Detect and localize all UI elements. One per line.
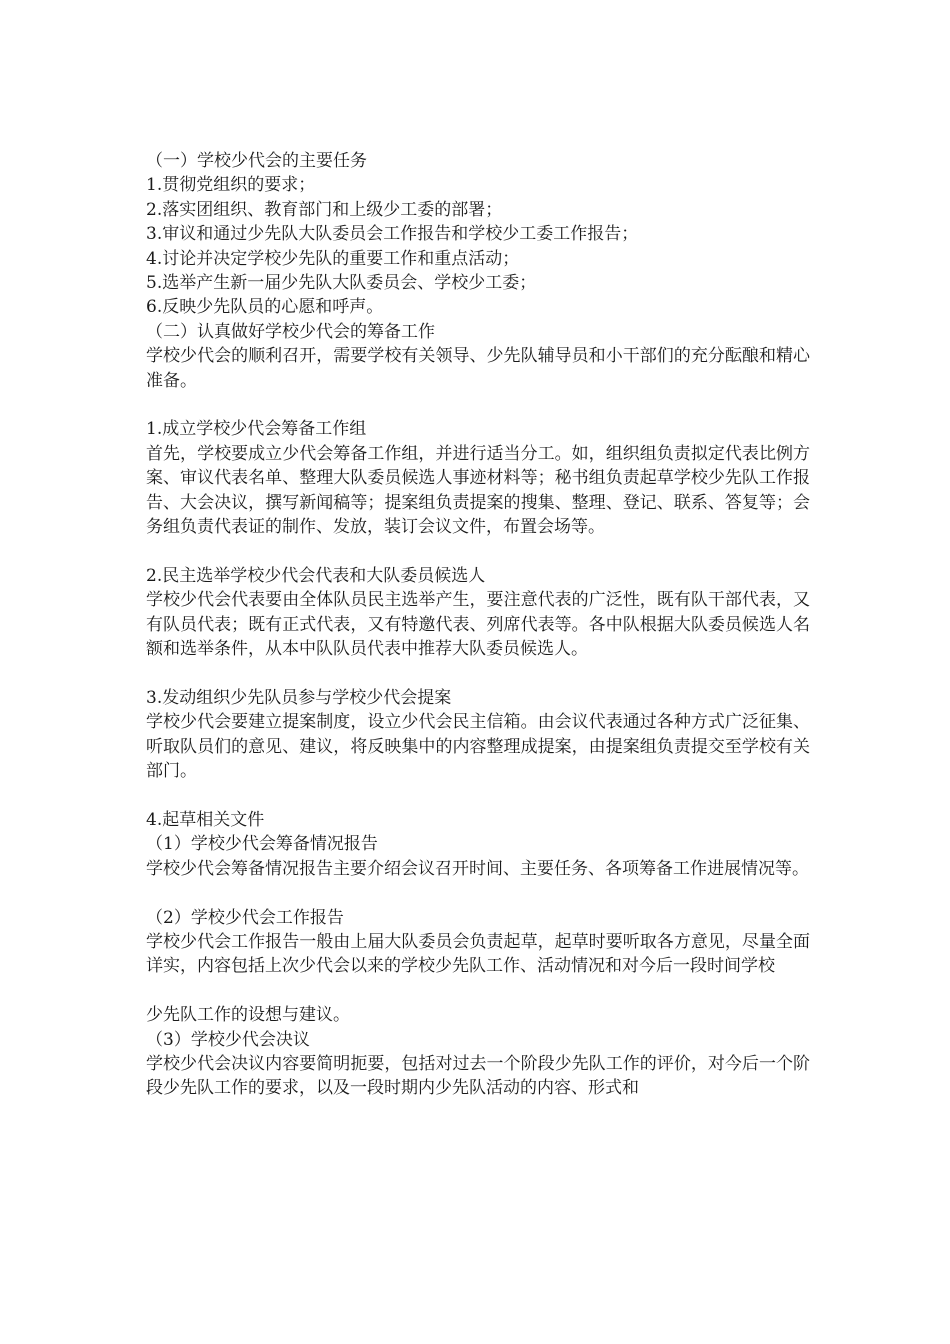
subsection-body-1: 首先，学校要成立少代会筹备工作组，并进行适当分工。如，组织组负责拟定代表比例方案、审议代表名单、整理大队委员候选人事迹材料等；秘书组负责起草学校少先队工作报告、大会决议，撰写新闻稿等；提案组负责提案的搜集、整理、登记、联系、答复等；会务组负责代表证的制作、发放，装订会议文件，布置会场等。: [146, 443, 810, 538]
subsection-title-3: 3.发动组织少先队员参与学校少代会提案: [146, 687, 452, 708]
task-item-2: 2.落实团组织、教育部门和上级少工委的部署；: [146, 199, 503, 220]
spacer: [146, 979, 810, 1003]
item-title-4-2: （2）学校少代会工作报告: [146, 907, 344, 928]
spacer: [146, 393, 810, 417]
item-title-4-3: （3）学校少代会决议: [146, 1029, 310, 1050]
task-item-1: 1.贯彻党组织的要求；: [146, 175, 316, 196]
subsection-title-4: 4.起草相关文件: [146, 809, 265, 830]
subsection-body-2: 学校少代会代表要由全体队员民主选举产生，要注意代表的广泛性，既有队干部代表，又有队员代表；既有正式代表，又有特邀代表、列席代表等。各中队根据大队委员候选人名额和选举条件，从本中队队员代表中推荐大队委员候选人。: [146, 590, 810, 660]
spacer: [146, 784, 810, 808]
spacer: [146, 881, 810, 905]
intro-paragraph: 学校少代会的顺利召开，需要学校有关领导、少先队辅导员和小干部们的充分酝酿和精心准备。: [146, 346, 810, 391]
task-item-5: 5.选举产生新一届少先队大队委员会、学校少工委；: [146, 273, 537, 294]
item-body-4-1: 学校少代会筹备情况报告主要介绍会议召开时间、主要任务、各项筹备工作进展情况等。: [146, 858, 809, 879]
subsection-body-3: 学校少代会要建立提案制度，设立少代会民主信箱。由会议代表通过各种方式广泛征集、听取队员们的意见、建议，将反映集中的内容整理成提案，由提案组负责提交至学校有关部门。: [146, 712, 810, 782]
section-heading-1: （一）学校少代会的主要任务: [146, 151, 367, 171]
item-body-4-2: 学校少代会工作报告一般由上届大队委员会负责起草，起草时要听取各方意见，尽量全面详实，内容包括上次少代会以来的学校少先队工作、活动情况和对今后一段时间学校: [146, 931, 810, 977]
subsection-title-2: 2.民主选举学校少代会代表和大队委员候选人: [146, 565, 486, 586]
document-page: [146, 149, 810, 1101]
task-item-6: 6.反映少先队员的心愿和呼声。: [146, 297, 384, 318]
spacer: [146, 539, 810, 563]
item-body-4-3: 学校少代会决议内容要简明扼要，包括对过去一个阶段少先队工作的评价，对今后一个阶段少先队工作的要求，以及一段时期内少先队活动的内容、形式和: [146, 1053, 810, 1099]
spacer: [146, 662, 810, 686]
item-body-4-2-continued: 少先队工作的设想与建议。: [146, 1005, 350, 1026]
section-heading-2: （二）认真做好学校少代会的筹备工作: [146, 321, 435, 342]
task-item-4: 4.讨论并决定学校少先队的重要工作和重点活动；: [146, 248, 520, 269]
subsection-title-1: 1.成立学校少代会筹备工作组: [146, 419, 367, 440]
item-title-4-1: （1）学校少代会筹备情况报告: [146, 834, 378, 855]
task-item-3: 3.审议和通过少先队大队委员会工作报告和学校少工委工作报告；: [146, 224, 639, 245]
